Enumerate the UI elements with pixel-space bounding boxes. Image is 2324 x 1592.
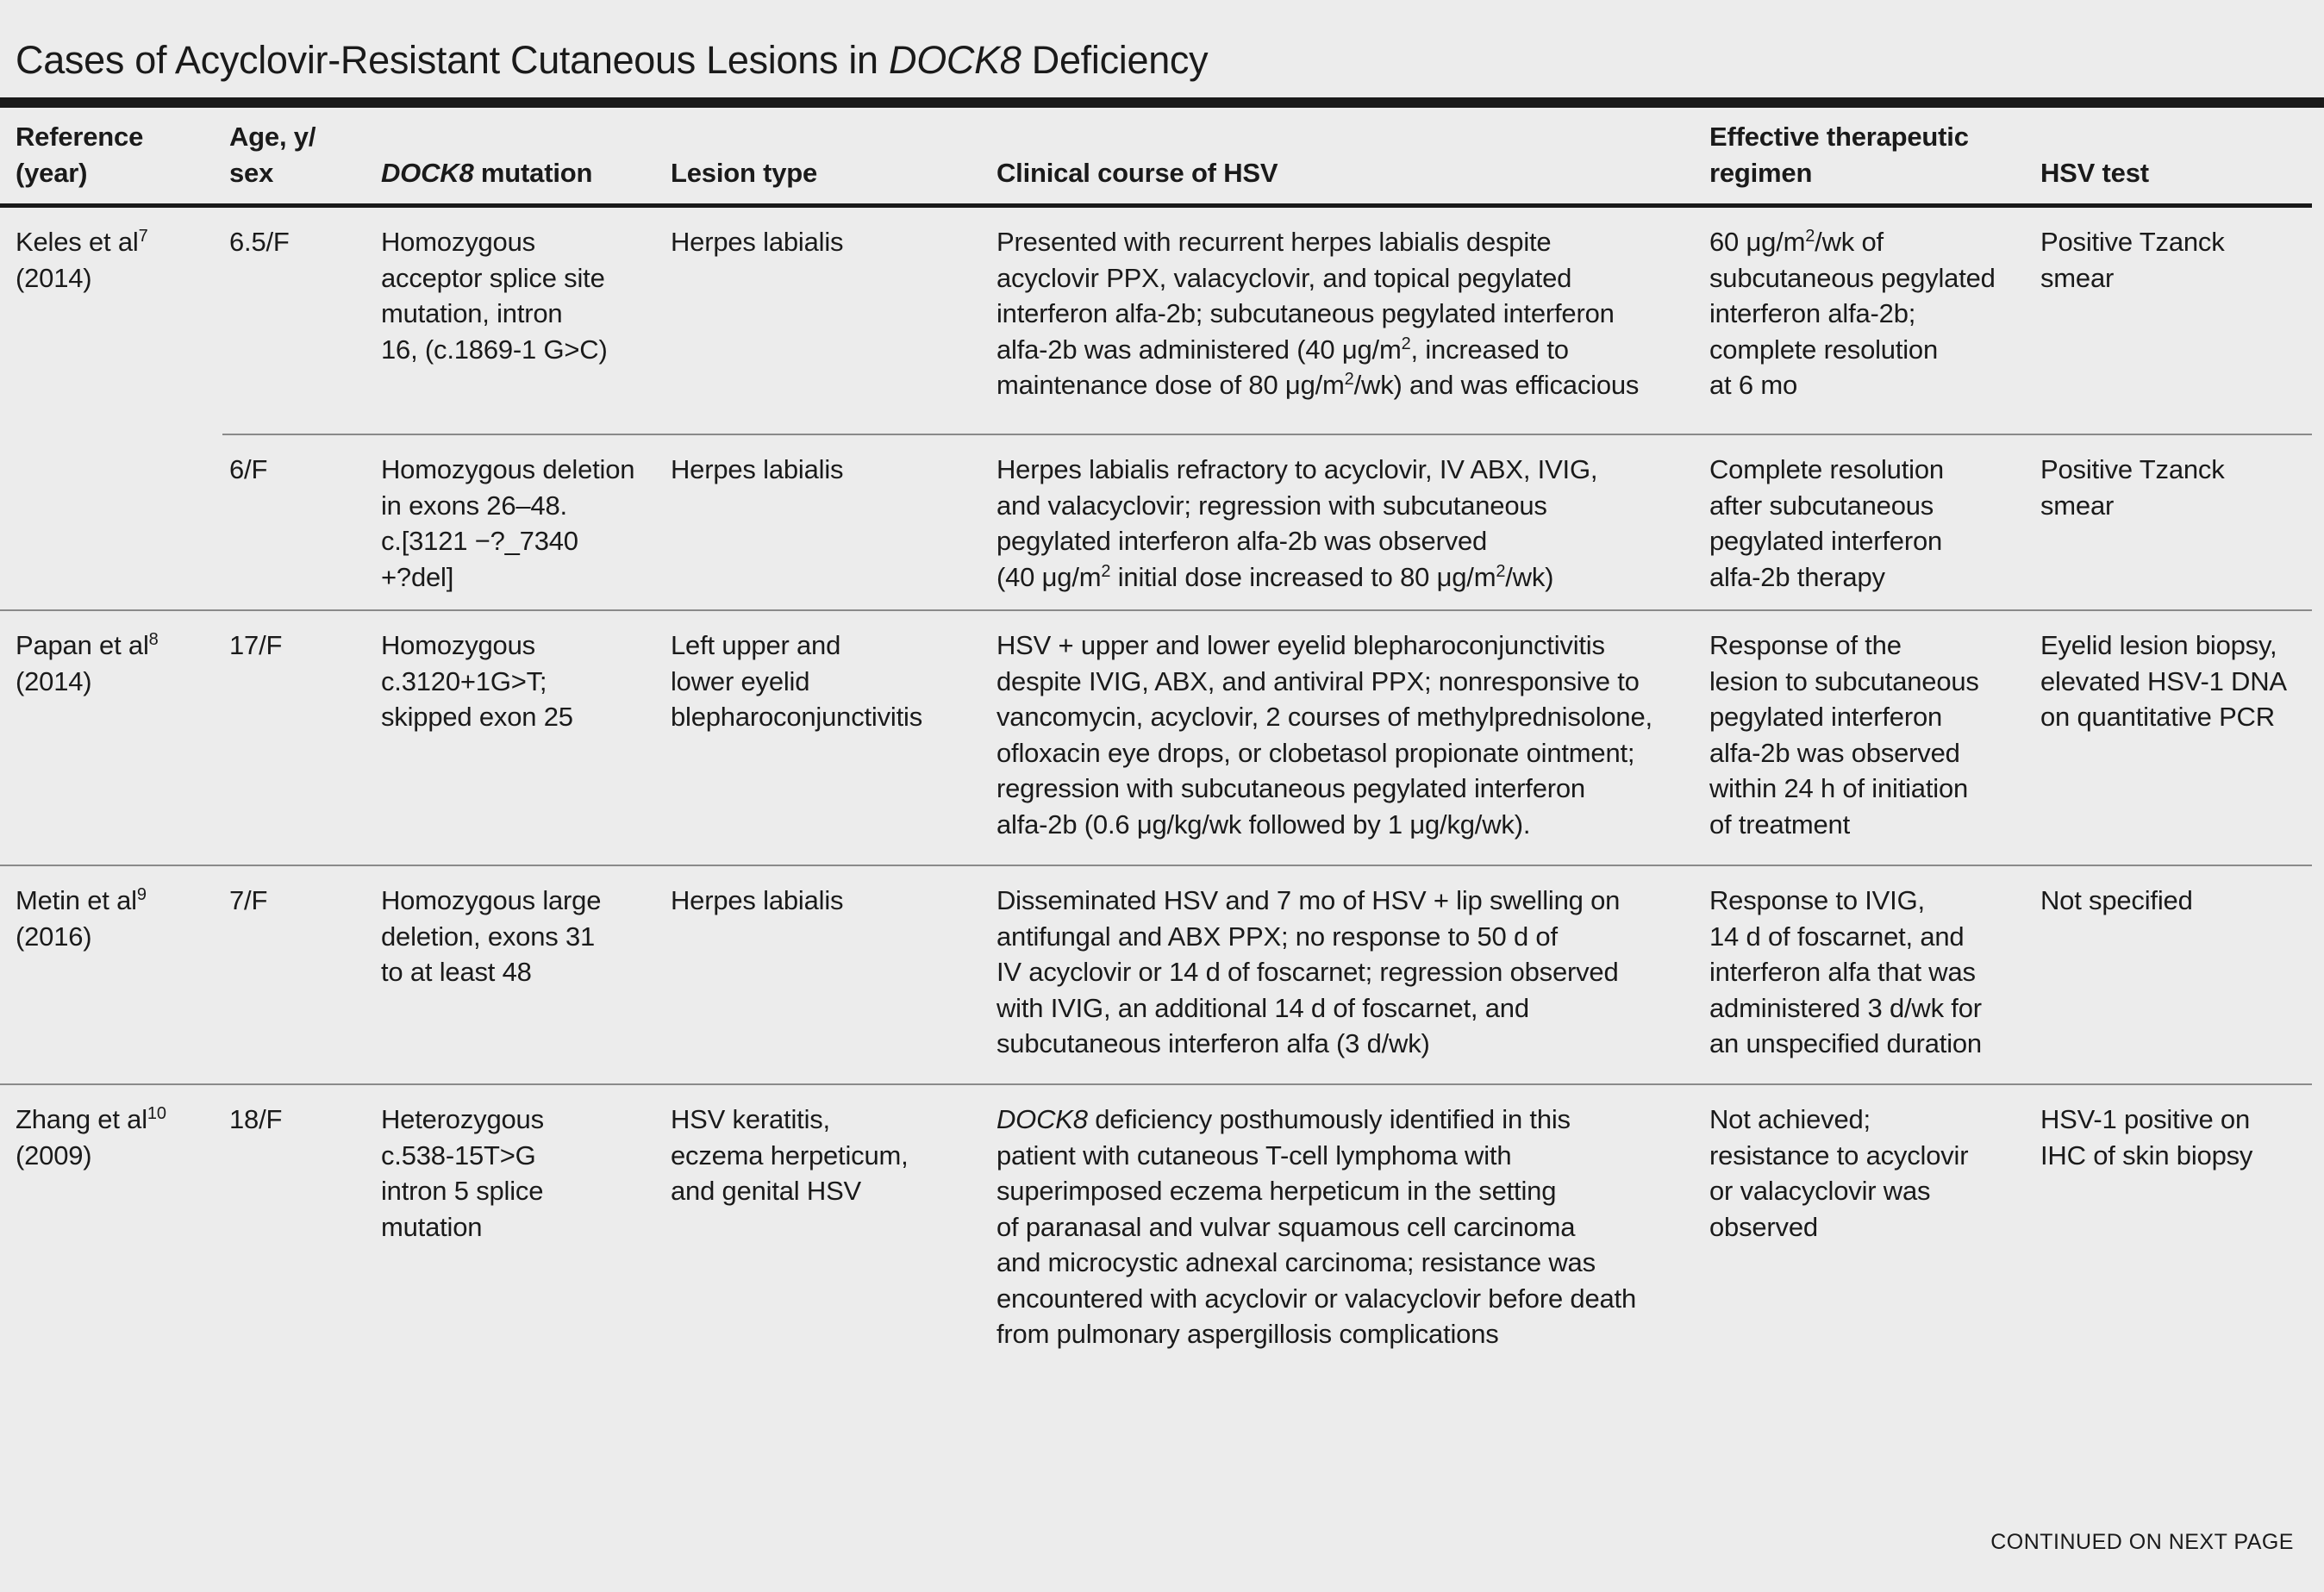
row-1-mutation: Homozygous acceptor splice site mutation, intron 16, (c.1869-1 G>C) <box>381 227 608 365</box>
header-hsv-test: HSV test <box>2040 158 2149 188</box>
row-5-lesion: HSV keratitis, eczema herpeticum, and genital HSV <box>671 1104 909 1206</box>
header-age-sex: Age, y/ sex <box>229 122 316 188</box>
header-reference: Reference (year) <box>16 122 144 188</box>
row-4-age-sex: 7/F <box>229 885 268 915</box>
row-1-regimen: 60 $\mu g/m^2/wk$ of subcutaneous pegylated interferon alfa-2b; complete resolution at 6 mo <box>1709 227 1996 400</box>
row-4-regimen: Response to IVIG, 14 d of foscarnet, and interferon alfa that was administered 3 d/wk for an unspecified duration <box>1709 885 1982 1058</box>
row-3-regimen: Response of the lesion to subcutaneous pegylated interferon alfa-2b was observed within 24 h of initiation of treatment <box>1709 630 1979 840</box>
row-divider <box>222 434 2312 435</box>
row-1-clinical-course: Presented with recurrent herpes labialis despite acyclovir PPX, valacyclovir, and topical pegylated interferon alfa-2b; subcutaneous pegylated interferon alfa-2b was administered (40 $\mu g/m^2$, increased to maintenance dose of 80 $\mu g/m^2/wk$) and was efficacious <box>996 227 1640 400</box>
row-5-mutation: Heterozygous c.538-15T>G intron 5 splice mutation <box>381 1104 544 1242</box>
row-3-clinical-course: HSV + upper and lower eyelid blepharoconjunctivitis despite IVIG, ABX, and antiviral PPX; nonresponsive to vancomycin, acyclovir, 2 courses of methylprednisolone, ofloxacin eye drops, or clobetasol propionate ointment; regression with subcutaneous pegylated interferon alfa-2b (0.6 μg/kg/wk followed by 1 μg/kg/wk). <box>996 630 1652 840</box>
header-regimen: Effective therapeutic regimen <box>1709 122 1969 188</box>
header-lesion-type: Lesion type <box>671 158 818 188</box>
row-2-regimen: Complete resolution after subcutaneous pegylated interferon alfa-2b therapy <box>1709 454 1944 592</box>
header-rule <box>0 203 2312 208</box>
row-3-mutation: Homozygous c.3120+1G>T; skipped exon 25 <box>381 630 573 732</box>
row-3-reference: Papan et $al^8$ (2014) <box>16 630 159 696</box>
row-divider <box>0 609 2312 611</box>
row-5-reference: Zhang et $al^{10}$ (2009) <box>16 1104 166 1171</box>
row-1-hsv-test: Positive Tzanck smear <box>2040 227 2225 293</box>
row-4-hsv-test: Not specified <box>2040 885 2193 915</box>
header-mutation: DOCK8 mutation <box>381 158 593 188</box>
row-2-hsv-test: Positive Tzanck smear <box>2040 454 2225 521</box>
row-1-lesion: Herpes labialis <box>671 227 844 257</box>
row-3-lesion: Left upper and lower eyelid blepharoconjunctivitis <box>671 630 922 732</box>
row-1-age-sex: 6.5/F <box>229 227 290 257</box>
row-2-lesion: Herpes labialis <box>671 454 844 484</box>
table-title <box>16 38 1208 83</box>
row-2-clinical-course: Herpes labialis refractory to acyclovir, IV ABX, IVIG, and valacyclovir; regression with subcutaneous pegylated interferon alfa-2b was observed (40 $\mu g/m^2$ initial dose increased to 80 $\mu g/m^2/wk$) <box>996 454 1598 592</box>
continued-note: CONTINUED ON NEXT PAGE <box>1990 1530 2294 1554</box>
header-clinical-course: Clinical course of HSV <box>996 158 1278 188</box>
top-rule <box>0 97 2324 108</box>
row-4-reference: Metin et $al^9$ (2016) <box>16 885 147 952</box>
title-gene: DOCK8 <box>889 38 1021 82</box>
row-2-age-sex: 6/F <box>229 454 268 484</box>
row-4-lesion: Herpes labialis <box>671 885 844 915</box>
row-4-clinical-course: Disseminated HSV and 7 mo of HSV + lip swelling on antifungal and ABX PPX; no response to 50 d of IV acyclovir or 14 d of foscarnet; regression observed with IVIG, an additional 14 d of foscarnet, and subcutaneous interferon alfa (3 d/wk) <box>996 885 1621 1058</box>
row-5-clinical-course: DOCK8 deficiency posthumously identified in this patient with cutaneous T-cell lymphoma with superimposed eczema herpeticum in the setting of paranasal and vulvar squamous cell carcinoma and microcystic adnexal carcinoma; resistance was encountered with acyclovir or valacyclovir before death from pulmonary aspergillosis complications <box>996 1104 1636 1349</box>
title-text-end: Deficiency <box>1021 38 1209 82</box>
row-5-regimen: Not achieved; resistance to acyclovir or valacyclovir was observed <box>1709 1104 1969 1242</box>
row-2-mutation: Homozygous deletion in exons 26–48. c.[3121 −?_7340 +?del] <box>381 454 635 592</box>
row-divider <box>0 1083 2312 1085</box>
row-3-hsv-test: Eyelid lesion biopsy, elevated HSV-1 DNA on quantitative PCR <box>2040 630 2287 732</box>
title-text: Cases of Acyclovir-Resistant Cutaneous Lesions in <box>16 38 889 82</box>
row-5-age-sex: 18/F <box>229 1104 283 1134</box>
row-divider <box>0 865 2312 866</box>
row-1-reference: Keles et $al^7$ (2014) <box>16 227 148 293</box>
row-5-hsv-test: HSV-1 positive on IHC of skin biopsy <box>2040 1104 2253 1171</box>
row-3-age-sex: 17/F <box>229 630 283 660</box>
row-4-mutation: Homozygous large deletion, exons 31 to at least 48 <box>381 885 602 987</box>
